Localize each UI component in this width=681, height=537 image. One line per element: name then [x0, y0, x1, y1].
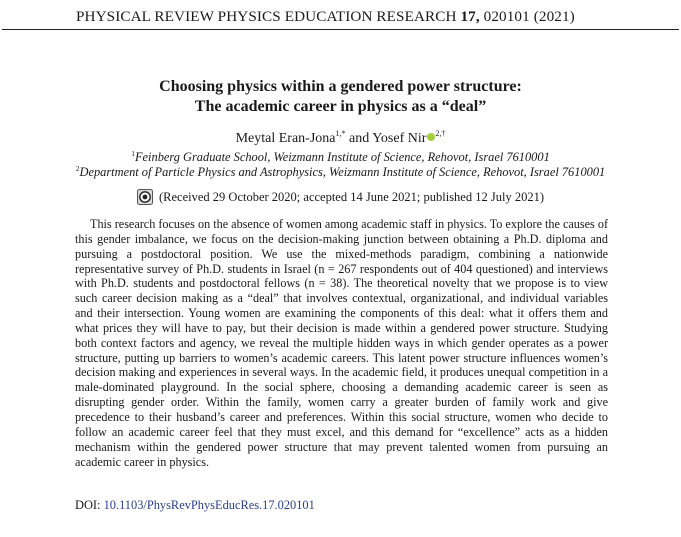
author-name[interactable]: Meytal Eran-Jona	[235, 131, 336, 146]
journal-volume: 17,	[460, 8, 480, 25]
affiliation-mark: 1	[131, 149, 135, 158]
affiliation-mark: 2	[75, 164, 80, 173]
publication-history	[0, 189, 681, 205]
abstract: This research focuses on the absence of women among academic staff in physics. To explore the causes of this gender imbalance, we focus on the decision-making junction between obtaining a Ph.D. diploma and pursuing a postdoctoral position. We use the mixed-methods paradigm, combining a nationwide representative survey of Ph.D. students in Israel (n = 267 respondents out of 404 questioned) and interviews with Ph.D. students and postdoctoral fellows (n = 38). The theoretical novelty that we propose is to view such career decision making as a “deal” that involves contextual, organizational, and individual variables and their intersection. Young women are examining the components of this deal: what it offers them and what prices they will have to pay, but their decision is made within a gendered power structure. Studying both context factors and agency, we reveal the multiple hidden ways in which gender operates as a power structure, putting up barriers to women’s academic careers. This latent power structure influences women’s decision making and experiences in several ways. In the academic field, it produces unequal competition in a male-dominated playground. In the social sphere, choosing a demanding academic career is seen as disrupting gender order. Within the family, women carry a greater burden of family work and give precedence to their husband’s career and preferences. Within this social structure, women who decide to follow an academic career feel that they must excel, and this demand for “excellence” acts as a hidden mechanism within the gendered power structure that may prevent talented women from pursuing an academic career in physics.	[75, 217, 608, 469]
author-marks: 2,†	[435, 129, 446, 138]
doi-line	[75, 498, 315, 513]
title-line-1: Choosing physics within a gendered power structure:	[159, 78, 522, 95]
affiliation	[0, 149, 681, 165]
affiliation-text: Department of Particle Physics and Astrophysics, Weizmann Institute of Science, Rehovot, Israel 7610001	[79, 165, 606, 179]
author-name[interactable]: Yosef Nir	[372, 131, 427, 146]
paper-title	[0, 77, 681, 117]
header-rule	[2, 29, 679, 30]
doi-label: DOI:	[75, 498, 101, 512]
received-dates: (Received 29 October 2020; accepted 14 June 2021; published 12 July 2021)	[159, 190, 544, 204]
author-marks: 1,*	[335, 129, 346, 138]
affiliation	[0, 164, 681, 180]
journal-header	[76, 8, 575, 26]
affiliation-text: Feinberg Graduate School, Weizmann Institute of Science, Rehovot, Israel 7610001	[134, 150, 550, 164]
article-number: 020101	[483, 8, 530, 25]
journal-name: PHYSICAL REVIEW PHYSICS EDUCATION RESEARCH	[76, 8, 457, 25]
author-connector: and	[349, 131, 370, 146]
doi-link[interactable]: 10.1103/PhysRevPhysEducRes.17.020101	[103, 498, 315, 512]
title-line-2: The academic career in physics as a “deal”	[194, 98, 487, 115]
journal-year: (2021)	[533, 8, 575, 25]
creative-commons-icon[interactable]	[137, 189, 153, 205]
author-list	[0, 129, 681, 147]
